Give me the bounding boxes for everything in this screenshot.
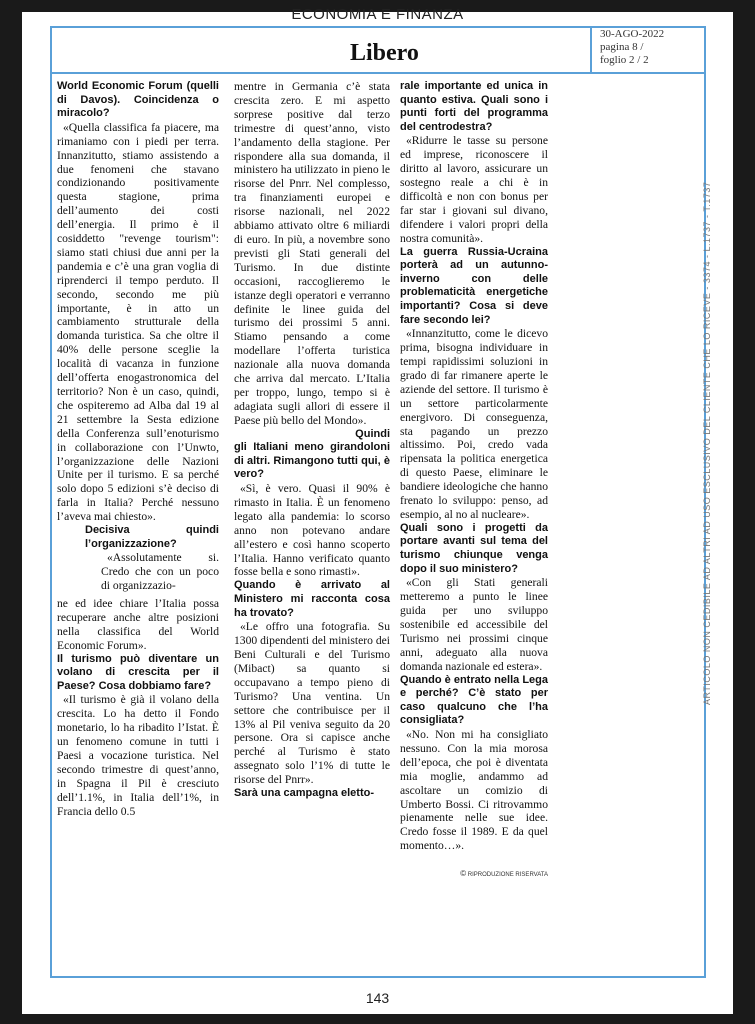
answer: «No. Non mi ha consigliato nessuno. Con la mia morosa dell’epoca, che poi è diventata mia moglie, andammo ad ascoltare un comizio di Umberto Bossi. Ci ritrovammo pienamente nelle sue idee. Credo fosse il 1989. E da quel momento…». — [400, 727, 548, 853]
sheet-label: foglio 2 / 2 — [600, 54, 649, 66]
section-title: ECONOMIA E FINANZA — [291, 6, 464, 23]
page-label: pagina 8 / — [600, 41, 644, 53]
copyright-side-note: ARTICOLO NON CEDIBILE AD ALTRI AD USO ESCLUSIVO DEL CLIENTE CHE LO RICEVE - 3374 - L.1737 - T.1737 — [702, 181, 712, 705]
copyright-notice — [400, 867, 548, 883]
date-label: 30-AGO-2022 — [600, 28, 665, 40]
question: Decisiva quindi l’organizzazione? — [85, 524, 219, 550]
copyright-symbol: © — [460, 869, 467, 879]
question: rale importante ed unica in quanto estiva. Quali sono i punti forti del programma del centrodestra? — [400, 80, 548, 133]
answer-continued: ne ed idee chiare l’Italia possa recuperare anche altre posizioni nella classifica del World Economic Forum». — [57, 596, 219, 652]
copyright-text: RIPRODUZIONE RISERVATA — [467, 872, 548, 879]
article-column-3 — [400, 80, 548, 883]
question: World Economic Forum (quelli di Davos). Coincidenza o miracolo? — [57, 80, 219, 120]
answer: «Le offro una fotografia. Su 1300 dipendenti del ministero dei Beni Culturali e del Turismo (Mibact) sa quanto si occupavano a tempo pieno di Turismo? Una ventina. Un settore che contribuisce per il 13% al Pil veniva seguito da 20 persone. Ora si capisce anche perché al Turismo è stato assegnato solo l’1% di tutte le risorse del Pnrr». — [234, 620, 390, 787]
answer: «Ridurre le tasse su persone ed imprese, riconoscere il diritto al lavoro, assicurare un sostegno reale a chi è in difficoltà e non con bonus per far star i giovani sul divano, difendere i valori propri della nostra comunità». — [400, 134, 548, 245]
answer: «Quella classifica fa piacere, ma rimaniamo con i piedi per terra. Innanzitutto, stiamo assistendo a due fenomeni che stavano condizionando positivamente questa stagione, prima dell’aumento dei costi dell’energia. Il primo è il cosiddetto "revenge tourism": siamo stati chiusi due anni per la pandemia e c’è una gran voglia di riprenderci il tempo perduto. Il secondo, secondo me più importante, è in atto un cambiamento strutturale della domanda turistica. Sa che oltre il 40% delle persone sceglie la località di vacanza in funzione dell’offerta enogastronomica del territorio? Non è un caso, quindi, che ospiteremo ad Alba dal 19 al 21 settembre la Sesta edizione della Conferenza sull’enoturismo in collaborazione con l’Unwto, l’organizzazione delle Nazioni Unite per il turismo. E sa perché solo dopo 5 edizioni s’è deciso di farla in Italia? Perché nessuno l’aveva mai chiesto». — [57, 120, 219, 524]
answer: «Il turismo è già il volano della crescita. Lo ha detto il Fondo monetario, lo ha ribadito l’Istat. È un fenomeno comune in tutti i Paesi a vocazione turistica. Nel secondo trimestre di quest’anno, in Spagna il Pil è cresciuto dell’1.1%, in Italia dell’1%, in Francia dello 0.5 — [57, 693, 219, 818]
answer: «Innanzitutto, come le dicevo prima, bisogna individuare in tempi rapidissimi soluzioni in grado di far rimanere aperte le aziende del settore. Il turismo è un settore particolarmente energivoro. Di conseguenza, sta pagando un prezzo altissimo. Poi, credo vada ripensata la politica energetica di questo Paese, eliminare le bandiere ideologiche che hanno frenato lo sviluppo: penso, ad esempio, al no al nucleare». — [400, 327, 548, 521]
masthead-logo: Libero — [350, 40, 419, 66]
question: Quando è entrato nella Lega e perché? C’è stato per caso qualcuno che l’ha consigliata? — [400, 673, 548, 727]
question: Sarà una campagna eletto- — [234, 787, 374, 800]
article-column-1 — [57, 80, 219, 819]
question: Il turismo può diventare un volano di crescita per il Paese? Cosa dobbiamo fare? — [57, 652, 219, 692]
answer: «Con gli Stati generali metteremo a punto le linee guida per uno sviluppo sostenibile ed accessibile del Turismo nei prossimi cinque anni, adeguato alla nuova domanda nazionale ed estera». — [400, 576, 548, 673]
page-number: 143 — [365, 990, 390, 1006]
question: Quando è arrivato al Ministero mi racconta cosa ha trovato? — [234, 579, 390, 619]
answer-continued: mentre in Germania c’è stata crescita zero. E mi aspetto sorprese positive dal terzo trimestre di quest’anno, visto l’andamento della stagione. Per rispondere alla sua domanda, il ministero ha utilizzato in pieno le risorse del Pnrr. Nel complesso, tra finanziamenti europei e risorse nazionali, nel 2022 abbiamo attivato oltre 6 miliardi di euro. In più, a novembre sono previsti gli Stati generali del Turismo. In due distinte occasioni, raccoglieremo le istanze degli operatori e verranno definite le linee guida del turismo dei prossimi 5 anni. Stiamo pensando a come modellare l’offerta turistica nazionale alla nuova domanda che arriva dal mercato. L’Italia per troppo, lungo, tempo si è adagiata sugli allori di essere il Paese più bello del Mondo». — [234, 80, 390, 427]
meta-box — [590, 26, 706, 74]
question: Quindi — [355, 427, 390, 440]
question: gli Italiani meno girandoloni di altri. Rimangono tutti qui, è vero? — [234, 441, 390, 481]
answer: «Sì, è vero. Quasi il 90% è rimasto in Italia. È un fenomeno legato alla pandemia: lo scorso anno non potevano andare all’estero e così hanno scoperto l’Italia. Hanno verificato quanto fosse bella e sono rimasti». — [234, 482, 390, 579]
answer: «Assolutamente si. Credo che con un poco di organizzazio- — [101, 551, 219, 593]
article-column-2 — [234, 80, 390, 801]
question: La guerra Russia-Ucraina porterà ad un autunno-inverno con delle problematicità energetiche importanti? Cosa si deve fare secondo lei? — [400, 245, 548, 326]
question: Quali sono i progetti da portare avanti sul tema del turismo chiunque venga dopo il suo ministero? — [400, 521, 548, 575]
